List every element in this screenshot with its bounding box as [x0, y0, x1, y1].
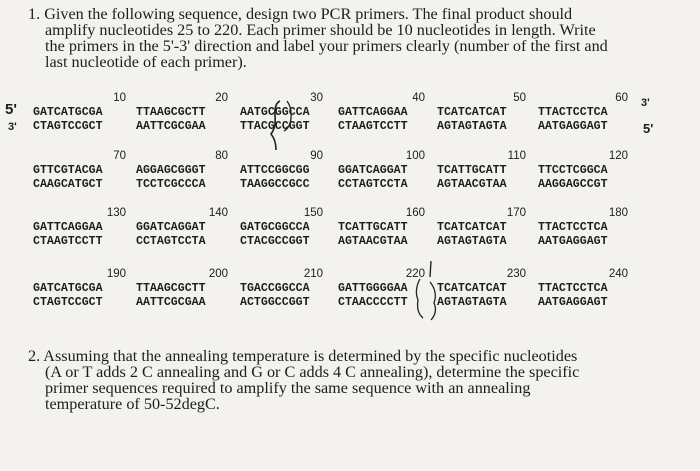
bottom-strand-segment: AATGAGGAGT: [538, 235, 608, 248]
five-prime-label: 5': [5, 101, 17, 118]
bottom-strand-segment: TCCTCGCCCA: [136, 178, 206, 191]
three-prime-end-label: 3': [641, 97, 650, 109]
top-strand-segment: TTACTCCTCA: [538, 282, 608, 295]
top-strand-segment: GATCATGCGA: [33, 282, 103, 295]
top-strand-segment: TCATCATCAT: [437, 221, 507, 234]
position-number: 80: [215, 150, 228, 162]
top-strand-segment: TGACCGGCCA: [240, 282, 310, 295]
primer-end-bracket-left: [416, 279, 423, 318]
bottom-strand-segment: AATTCGCGAA: [136, 120, 206, 133]
position-number: 10: [113, 92, 126, 104]
position-number: 90: [310, 150, 323, 162]
question-2-line: 2. Assuming that the annealing temperature is determined by the specific nucleotides: [28, 347, 578, 365]
top-strand-segment: GGATCAGGAT: [338, 164, 408, 177]
bottom-strand-segment: CAAGCATGCT: [33, 178, 103, 191]
position-number: 20: [215, 92, 228, 104]
position-number: 30: [310, 92, 323, 104]
bottom-strand-segment: TTACGCCGGT: [240, 120, 310, 133]
position-number: 110: [507, 150, 526, 162]
bottom-strand-segment: AATGAGGAGT: [538, 120, 608, 133]
position-number: 150: [303, 207, 323, 219]
bottom-strand-segment: CTAAGTCCTT: [33, 235, 103, 248]
position-number: 210: [303, 268, 323, 280]
position-number: 190: [106, 268, 126, 280]
bottom-strand-segment: AGTAACGTAA: [437, 178, 507, 191]
bottom-strand-segment: CCTAGTCCTA: [136, 235, 206, 248]
position-number: 60: [615, 92, 628, 104]
position-number: 50: [513, 92, 526, 104]
top-strand-segment: TTACTCCTCA: [538, 221, 608, 234]
bottom-strand-segment: AATTCGCGAA: [136, 296, 206, 309]
bottom-strand-segment: ACTGGCCGGT: [240, 296, 310, 309]
top-strand-segment: GATGCGGCCA: [240, 221, 310, 234]
bottom-strand-segment: AGTAGTAGTA: [437, 296, 507, 309]
top-strand-segment: TTAAGCGCTT: [136, 282, 206, 295]
position-number: 70: [113, 150, 126, 162]
position-number: 230: [506, 268, 526, 280]
top-strand-segment: TCATCATCAT: [437, 106, 507, 119]
question-2: [28, 348, 688, 412]
question-1-line: amplify nucleotides 25 to 220. Each primer should be 10 nucleotides in length. Write: [45, 21, 596, 39]
position-number: 200: [208, 268, 228, 280]
top-strand-segment: AGGAGCGGGT: [136, 164, 206, 177]
bottom-strand-segment: AAGGAGCCGT: [538, 178, 608, 191]
bottom-strand-segment: CCTAGTCCTA: [338, 178, 408, 191]
bottom-strand-segment: CTAGTCCGCT: [33, 296, 103, 309]
bottom-strand-segment: CTAACCCCTT: [338, 296, 408, 309]
bottom-strand-segment: AATGAGGAGT: [538, 296, 608, 309]
three-prime-label: 3': [8, 121, 17, 133]
position-number: 100: [405, 150, 425, 162]
position-number: 180: [608, 207, 628, 219]
bottom-strand-segment: TAAGGCCGCC: [240, 178, 310, 191]
question-2-line: primer sequences required to amplify the same sequence with an annealing: [45, 379, 531, 397]
top-strand-segment: GATTCAGGAA: [338, 106, 408, 119]
primer-end-bracket-right: [430, 282, 435, 320]
top-strand-segment: GGATCAGGAT: [136, 221, 206, 234]
position-number: 120: [608, 150, 628, 162]
bottom-strand-segment: CTACGCCGGT: [240, 235, 310, 248]
position-number: 240: [608, 268, 628, 280]
position-number: 130: [106, 207, 126, 219]
top-strand-segment: TCATTGCATT: [338, 221, 408, 234]
bottom-strand-segment: CTAGTCCGCT: [33, 120, 103, 133]
top-strand-segment: GATCATGCGA: [33, 106, 103, 119]
position-number: 170: [506, 207, 526, 219]
position-number: 220: [405, 268, 425, 280]
top-strand-segment: GTTCGTACGA: [33, 164, 103, 177]
top-strand-segment: TTAAGCGCTT: [136, 106, 206, 119]
top-strand-segment: ATTCCGGCGG: [240, 164, 310, 177]
top-strand-segment: GATTGGGGAA: [338, 282, 408, 295]
top-strand-segment: GATTCAGGAA: [33, 221, 103, 234]
question-1: [28, 6, 688, 70]
top-strand-segment: AATGCGGCCA: [240, 106, 310, 119]
top-strand-segment: TTACTCCTCA: [538, 106, 608, 119]
bottom-strand-segment: CTAAGTCCTT: [338, 120, 408, 133]
primer-end-tick: [430, 261, 431, 277]
question-2-line: temperature of 50-52degC.: [45, 395, 220, 413]
position-number: 140: [208, 207, 228, 219]
question-1-line: 1. Given the following sequence, design two PCR primers. The final product should: [28, 5, 573, 23]
bottom-strand-segment: AGTAGTAGTA: [437, 235, 507, 248]
question-1-line: the primers in the 5'-3' direction and label your primers clearly (number of the first and: [45, 37, 608, 55]
top-strand-segment: TTCCTCGGCA: [538, 164, 608, 177]
bottom-strand-segment: AGTAGTAGTA: [437, 120, 507, 133]
position-number: 160: [405, 207, 425, 219]
question-1-line: last nucleotide of each primer).: [45, 53, 247, 71]
bottom-strand-segment: AGTAACGTAA: [338, 235, 408, 248]
question-2-line: (A or T adds 2 C annealing and G or C adds 4 C annealing), determine the specific: [45, 363, 580, 381]
position-number: 40: [412, 92, 425, 104]
top-strand-segment: TCATTGCATT: [437, 164, 507, 177]
five-prime-end-label: 5': [643, 121, 654, 136]
top-strand-segment: TCATCATCAT: [437, 282, 507, 295]
